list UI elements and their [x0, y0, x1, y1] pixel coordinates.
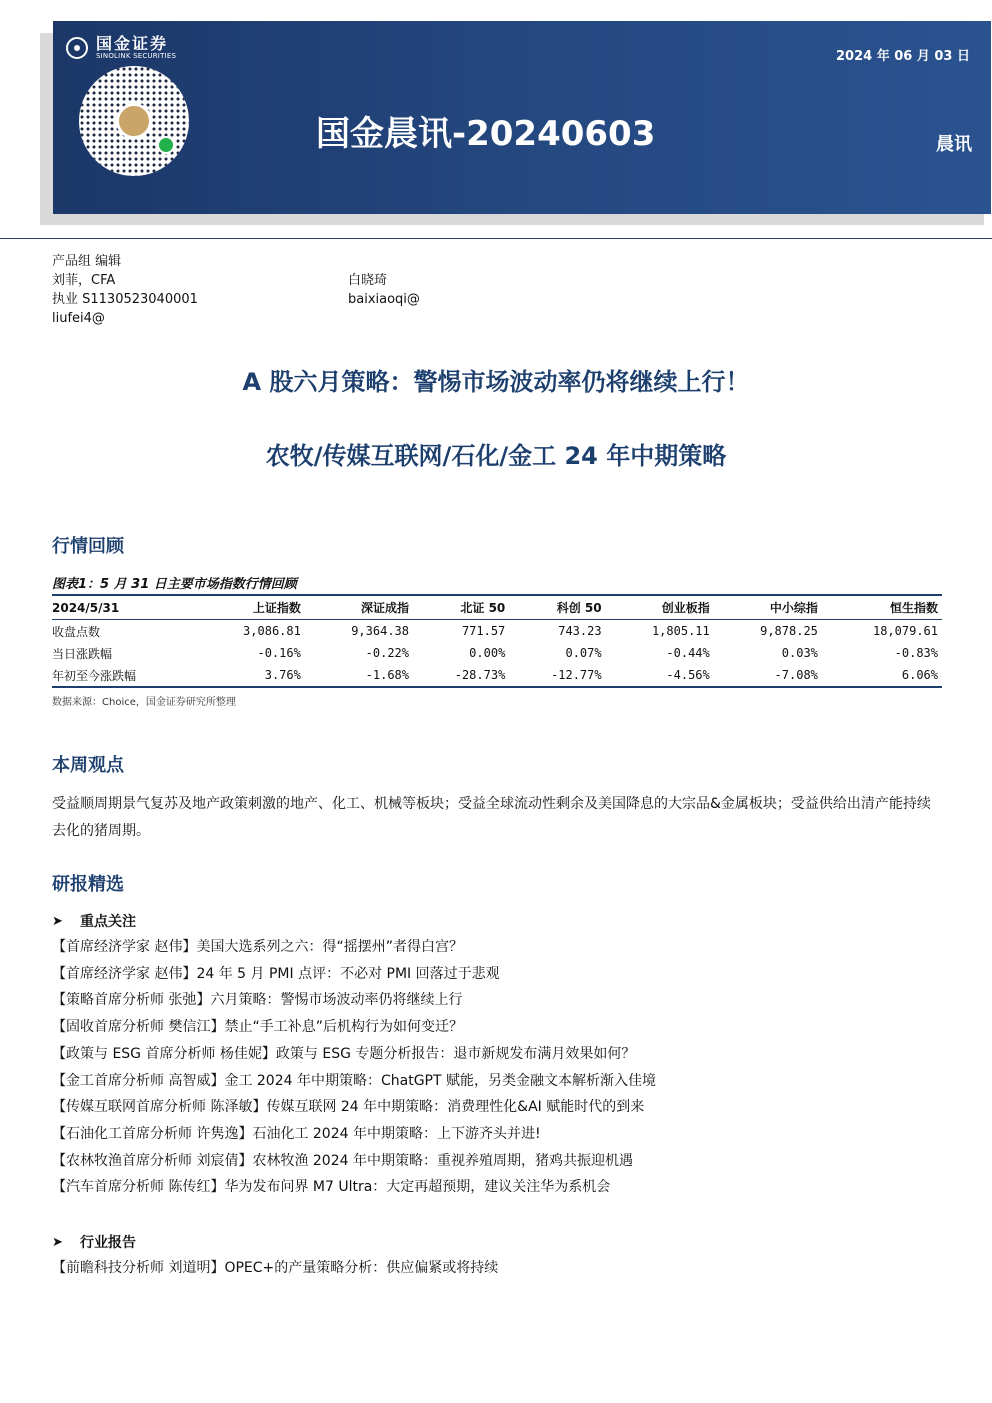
logo-mark-icon [66, 37, 88, 59]
headline-secondary: 农牧/传媒互联网/石化/金工 24 年中期策略 [265, 442, 727, 470]
editor-group: 产品组 编辑 [52, 254, 122, 269]
table-cell: -0.44% [666, 646, 710, 660]
table-cell: 当日涨跌幅 [52, 646, 113, 661]
industry-title: 行业报告 [80, 1235, 136, 1251]
list-item[interactable]: 【石油化工首席分析师 许隽逸】石油化工 2024 年中期策略：上下游齐头并进! [52, 1125, 541, 1142]
table-cell: 6.06% [822, 664, 942, 687]
list-item[interactable]: 【政策与 ESG 首席分析师 杨佳妮】政策与 ESG 专题分析报告：退市新规发布满月效果如何？ [52, 1045, 636, 1062]
list-item[interactable]: 【首席经济学家 赵伟】24 年 5 月 PMI 点评：不必对 PMI 回落过于悲观 [52, 965, 500, 982]
table-cell: 0.00% [469, 646, 506, 660]
focus-title: 重点关注 [80, 914, 136, 930]
table-cell: -4.56% [606, 664, 714, 687]
list-item[interactable]: 【固收首席分析师 樊信江】禁止“手工补息”后机构行为如何变迁？ [52, 1019, 463, 1036]
section-research: 研报精选 [52, 874, 124, 895]
table-cell: 3.76% [197, 664, 305, 687]
list-item[interactable]: 【金工首席分析师 高智威】金工 2024 年中期策略：ChatGPT 赋能，另类金融文本解析渐入佳境 [52, 1072, 656, 1089]
focus-subheading [52, 911, 136, 931]
table-cell: -0.22% [365, 646, 409, 660]
weekly-view-paragraph: 受益顺周期景气复苏及地产政策刺激的地产、化工、机械等板块；受益全球流动性剩余及美国降息的大宗品&金属板块；受益供给出清产能持续去化的猪周期。 [52, 796, 931, 839]
company-logo [66, 35, 176, 61]
arrow-bullet-icon: ➤ [52, 913, 63, 929]
list-item[interactable]: 【前瞻科技分析师 刘道明】OPEC+的产量策略分析：供应偏紧或将持续 [52, 1260, 499, 1276]
logo-en-text: SINOLINK SECURITIES [96, 52, 177, 60]
list-item[interactable]: 【汽车首席分析师 陈传红】华为发布问界 M7 Ultra：大定再超预期，建议关注华为系机会 [52, 1179, 611, 1196]
author1-license: 执业 S1130523040001 [52, 292, 198, 307]
table-header-row [52, 595, 942, 620]
table-cell: 0.03% [781, 646, 818, 660]
market-index-table [52, 594, 942, 688]
author2-name: 白晓琦 [348, 273, 388, 288]
table-header-cell: 中小综指 [714, 595, 822, 620]
headline-primary: A 股六月策略：警惕市场波动率仍将继续上行！ [242, 368, 750, 396]
table-header-cell: 恒生指数 [822, 595, 942, 620]
section-weekly-view: 本周观点 [52, 755, 124, 776]
table-row [52, 620, 942, 643]
table-cell: -0.16% [257, 646, 301, 660]
header-divider [0, 238, 992, 239]
table-header-cell: 2024/5/31 [52, 595, 197, 620]
author-block-left [52, 252, 198, 328]
list-item[interactable]: 【传媒互联网首席分析师 陈泽敏】传媒互联网 24 年中期策略：消费理性化&AI 赋能时代的到来 [52, 1099, 645, 1116]
report-date: 2024 年 06 月 03 日 [836, 49, 970, 64]
list-item[interactable]: 【策略首席分析师 张弛】六月策略：警惕市场波动率仍将继续上行 [52, 992, 463, 1009]
table-cell: 18,079.61 [872, 624, 938, 638]
focus-report-list [52, 934, 656, 1201]
table-header-cell: 北证 50 [413, 595, 509, 620]
wechat-badge-icon [157, 136, 175, 154]
table-cell: 年初至今涨跌幅 [52, 664, 197, 687]
report-title: 国金晨讯-20240603 [316, 114, 656, 154]
table-cell: -0.83% [894, 646, 938, 660]
author-block-right [348, 271, 420, 309]
industry-subheading [52, 1232, 136, 1252]
qr-center-logo-icon [116, 103, 152, 139]
table-header-cell: 科创 50 [509, 595, 605, 620]
table-row [52, 664, 942, 687]
table-source-note: 数据来源：Choice，国金证券研究所整理 [52, 697, 236, 708]
table-cell: -12.77% [509, 664, 605, 687]
table-cell: 1,805.11 [651, 624, 710, 638]
figure-caption: 图表1：5 月 31 日主要市场指数行情回顾 [52, 577, 297, 592]
table-cell: 3,086.81 [243, 624, 301, 638]
author1-email: liufei4@ [52, 311, 105, 326]
author2-email: baixiaoqi@ [348, 292, 420, 307]
table-cell: 9,878.25 [760, 624, 818, 638]
author1-name: 刘菲，CFA [52, 273, 116, 288]
section-market-review: 行情回顾 [52, 536, 124, 557]
mini-program-qr-code [79, 66, 189, 176]
table-cell: -1.68% [305, 664, 413, 687]
logo-cn-text: 国金证券 [96, 34, 169, 53]
report-category: 晨讯 [936, 134, 972, 155]
table-row [52, 642, 942, 664]
list-item[interactable]: 【农林牧渔首席分析师 刘宸倩】农林牧渔 2024 年中期策略：重视养殖周期，猪鸡共振迎机遇 [52, 1152, 633, 1169]
table-header-cell: 上证指数 [197, 595, 305, 620]
table-header-cell: 创业板指 [606, 595, 714, 620]
list-item[interactable]: 【首席经济学家 赵伟】美国大选系列之六：得“摇摆州”者得白宫？ [52, 939, 463, 955]
table-cell: 收盘点数 [52, 624, 101, 639]
industry-report-list [52, 1255, 498, 1282]
arrow-bullet-icon: ➤ [52, 1234, 63, 1250]
table-cell: -28.73% [413, 664, 509, 687]
table-cell: 771.57 [461, 624, 506, 638]
table-cell: 0.07% [565, 646, 602, 660]
table-cell: -7.08% [714, 664, 822, 687]
table-cell: 9,364.38 [351, 624, 409, 638]
table-header-cell: 深证成指 [305, 595, 413, 620]
table-cell: 743.23 [558, 624, 602, 638]
